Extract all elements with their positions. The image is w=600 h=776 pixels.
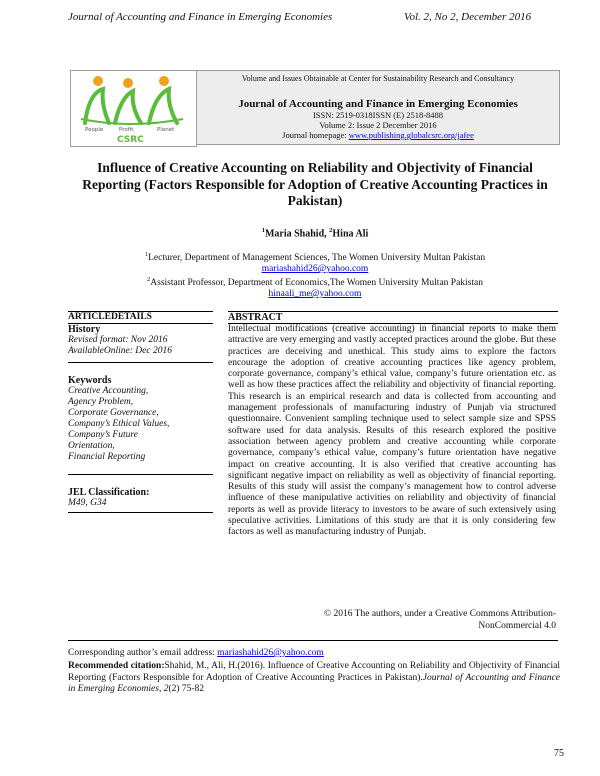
- homepage-label: Journal homepage:: [282, 130, 349, 140]
- logo-acronym: CSRC: [117, 135, 144, 145]
- license-notice: [228, 608, 556, 632]
- recommended-citation: [68, 661, 560, 696]
- masthead-issue: Volume 2: Issue 2 December 2016: [319, 120, 437, 130]
- abstract-heading: ABSTRACT: [228, 312, 283, 323]
- corresponding-author: [68, 648, 560, 660]
- citation-journal: Journal of Accounting and Finance in Emerging Economies: [68, 672, 560, 694]
- keyword-item: Corporate Governance,: [68, 408, 159, 418]
- affil2-text: Assistant Professor, Department of Economics,The Women University Multan Pakistan: [150, 278, 483, 289]
- affil1-email-link[interactable]: mariashahid26@yahoo.com: [261, 264, 369, 275]
- affiliation-1: [70, 249, 560, 275]
- keyword-item: Creative Accounting,: [68, 386, 149, 396]
- author-2: Hina Ali: [332, 228, 369, 240]
- rule-jel: [68, 512, 213, 513]
- page-number: 75: [554, 748, 564, 759]
- author1-sup: 1: [261, 227, 265, 234]
- corr-label: Corresponding author’s email address:: [68, 648, 218, 658]
- citation-sep: ,: [158, 684, 164, 694]
- masthead-homepage: [197, 130, 559, 140]
- title-line-2: Reporting (Factors Responsible for Adoption of Creative Accounting Practices in: [82, 176, 548, 192]
- affiliation-2: [70, 274, 560, 300]
- author2-sup: 2: [329, 227, 333, 234]
- logo-word-profit: Profit: [119, 127, 134, 133]
- affil2-email-link[interactable]: hinaali_me@yahoo.com: [268, 289, 362, 300]
- history-available: AvailableOnline: Dec 2016: [68, 346, 172, 356]
- jel-heading: JEL Classification:: [68, 487, 150, 498]
- history-heading: History: [68, 324, 101, 335]
- rule-keywords: [68, 474, 213, 475]
- jel-block: [68, 487, 213, 509]
- affil1-text: Lecturer, Department of Management Sciences, The Women University Multan Pakistan: [148, 253, 486, 264]
- history-block: [68, 324, 213, 357]
- citation-label: Recommended citation:: [68, 661, 165, 671]
- title-line-3: Pakistan): [287, 193, 343, 208]
- keyword-item: Company’s Future: [68, 430, 138, 440]
- masthead-journal-name: Journal of Accounting and Finance in Emerging Economies: [238, 98, 518, 110]
- article-details-heading: ARTICLEDETAILS: [68, 312, 152, 322]
- journal-masthead: [197, 70, 560, 145]
- citation-text: Shahid, M., Ali, H.(2016). Influence of Creative Accounting on Reliability and Objectivity of Financial Reporting (Factors Responsible for Adoption of Creative Accounting Practices in Pakistan).: [68, 661, 560, 683]
- corr-email-link[interactable]: mariashahid26@yahoo.com: [217, 648, 324, 658]
- authors: [70, 227, 560, 239]
- citation-volume: 2: [163, 684, 169, 694]
- running-header-journal: Journal of Accounting and Finance in Emerging Economies: [68, 11, 333, 23]
- csrc-logo-icon: [71, 71, 196, 146]
- running-header-volume: Vol. 2, No 2, December 2016: [404, 11, 532, 23]
- article-title: [70, 160, 560, 210]
- citation-tail: (2) 75-82: [168, 684, 205, 694]
- masthead-issn: ISSN: 2519-0318ISSN (E) 2518-8488: [312, 110, 444, 120]
- license-line-1: © 2016 The authors, under a Creative Commons Attribution-: [323, 609, 556, 619]
- author-1: Maria Shahid,: [264, 228, 330, 240]
- license-line-2: NonCommercial 4.0: [478, 621, 556, 631]
- keyword-item: Agency Problem,: [68, 397, 134, 407]
- history-revised: Revised format: Nov 2016: [68, 335, 168, 345]
- rule-history: [68, 362, 213, 363]
- keywords-heading: Keywords: [68, 375, 112, 386]
- keyword-item: Financial Reporting: [68, 452, 146, 462]
- logo-word-planet: Planet: [157, 127, 175, 133]
- journal-logo: [70, 70, 197, 147]
- homepage-link[interactable]: www.publishing.globalcsrc.org/jafee: [348, 130, 474, 140]
- logo-word-people: People: [85, 127, 104, 133]
- affil1-sup: 1: [144, 251, 149, 258]
- keyword-item: Company’s Ethical Values,: [68, 419, 170, 429]
- title-line-1: Influence of Creative Accounting on Reliability and Objectivity of Financial: [97, 160, 533, 175]
- jel-codes: M49, G34: [68, 498, 107, 508]
- keyword-item: Orientation,: [68, 441, 115, 451]
- masthead-obtainable: Volume and Issues Obtainable at Center for Sustainability Research and Consultancy: [241, 74, 515, 83]
- abstract-text: Intellectual modifications (creative accounting) in financial reports to make them attractive are very emerging and vastly accepted practices around the globe. But these practices are deceiving and unethical. This study aims to explore the factors encourage the adoption of creative accounting practices like agency problem, corporate governance, company’s ethical value, company’s future orientation etc. as well as how these practices affect the reliability and objectivity of financial reporting. This research is an empirical research and data is collected from accounting and management professionals of manufacturing industry of Punjab via structured questionnaire. Convenient sampling technique used to select sample size and SPSS software used for data analysis. Results of this research explored the positive association between agency problem and creative accounting while corporate governance, company’s ethical value, company’s future orientation have negative impact on creative accounting. It is also verified that creative accounting has significant negative impact on reliability as well as objectivity of financial reporting. Results of this study will assist the company’s management how to control adverse influence of these manipulative activities on reliability and objectivity of financial reports as well as provide literacy to investors to be aware of such extensively using speculative activities. Limitations of this study are that it is only considering few factors as well as manufacturing industry of Punjab.: [228, 324, 556, 538]
- affil2-sup: 2: [147, 276, 151, 283]
- rule-bottom: [68, 640, 558, 641]
- keywords-block: [68, 375, 213, 463]
